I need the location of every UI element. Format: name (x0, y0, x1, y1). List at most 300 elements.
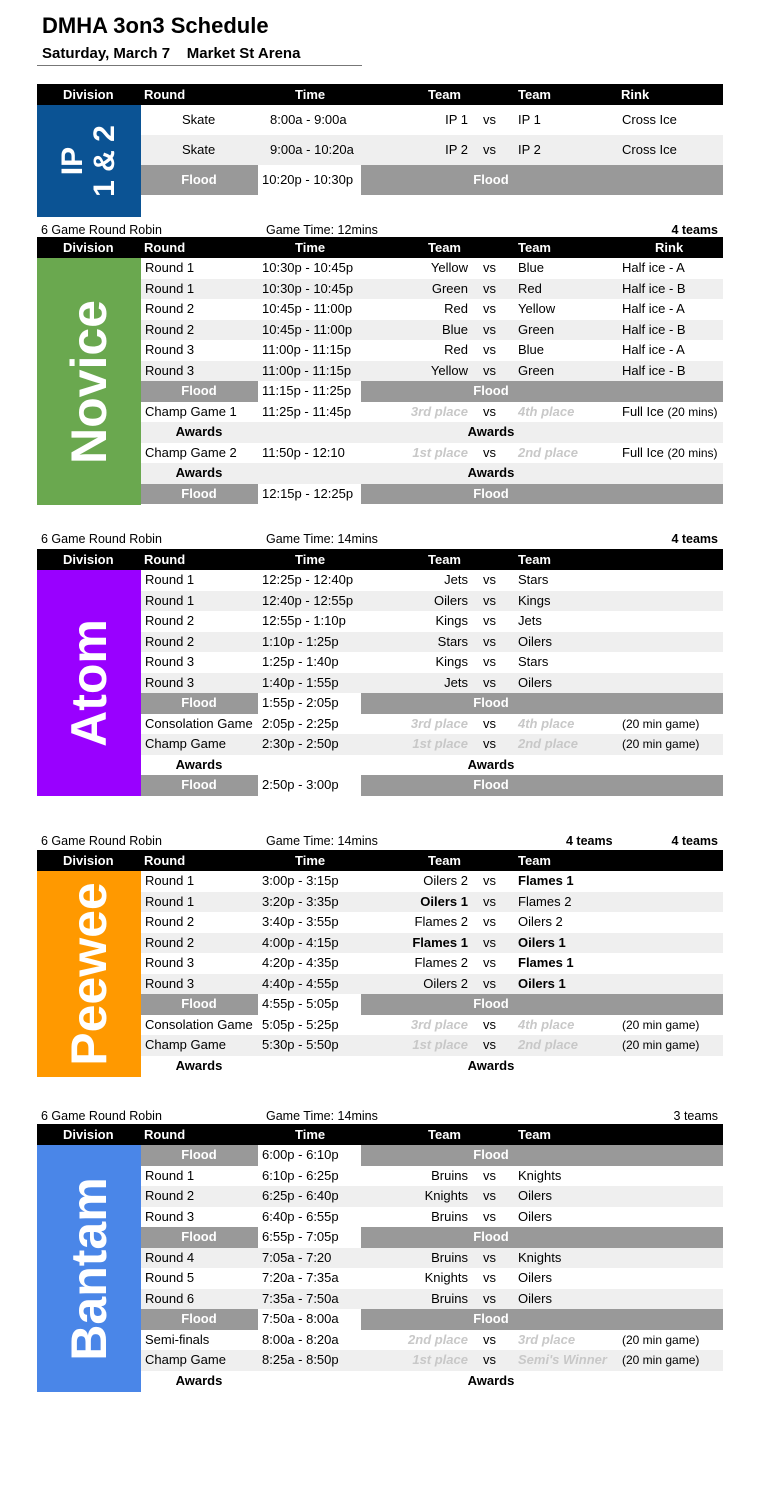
time-cell: 10:45p - 11:00p (262, 301, 353, 316)
flood-label: Flood (181, 485, 217, 501)
vs-label: vs (483, 613, 496, 628)
round-cell: Round 1 (145, 893, 195, 909)
vs-label: vs (483, 1249, 496, 1265)
time-cell: 5:05p - 5:25p (262, 1016, 339, 1032)
flood-label: Flood (181, 777, 217, 792)
round-cell: Round 3 (145, 955, 195, 970)
flood-label-right: Flood (473, 1229, 509, 1244)
header-time: Time (295, 240, 326, 255)
team1-cell: 1st place (412, 1037, 468, 1052)
rink-cell: Half ice - A (622, 301, 685, 316)
flood-bar-right (361, 484, 723, 505)
header-round: Round (144, 87, 186, 102)
round-cell: Round 1 (145, 873, 195, 888)
flood-label-right: Flood (473, 1311, 509, 1326)
header-round: Round (144, 853, 186, 868)
header-team-2: Team (518, 853, 551, 868)
awards-label: Awards (175, 465, 223, 480)
vs-label: vs (483, 873, 496, 888)
time-cell: 7:05a - 7:20 (262, 1249, 332, 1265)
team2-cell: Green (518, 321, 555, 337)
team2-cell: Knights (518, 1249, 562, 1265)
flood-time: 11:15p - 11:25p (262, 383, 352, 398)
rink-cell: Half ice - B (622, 321, 686, 337)
awards-label-right: Awards (467, 424, 515, 439)
round-cell: Round 3 (145, 674, 195, 690)
header-time: Time (295, 853, 326, 868)
flood-time: 6:55p - 7:05p (262, 1229, 339, 1244)
table-row (141, 361, 723, 382)
team2-cell: Oilers (518, 1188, 552, 1203)
flood-label-right: Flood (473, 172, 509, 187)
time-cell: 10:30p - 10:45p (262, 260, 354, 275)
game-time-note: Game Time: 14mins (266, 1109, 378, 1123)
team-count-note: 4 teams (566, 834, 613, 848)
team1-cell: Green (431, 280, 468, 296)
round-cell: Round 3 (145, 342, 195, 357)
flood-row (141, 994, 723, 1015)
round-cell: Semi-finals (145, 1331, 210, 1347)
time-cell: 12:55p - 1:10p (262, 613, 346, 628)
time-cell: 10:30p - 10:45p (262, 280, 354, 296)
team1-cell: Flames 2 (414, 914, 468, 929)
flood-row (141, 1227, 723, 1248)
round-cell: Round 1 (145, 572, 195, 587)
table-row (141, 892, 723, 913)
page-subtitle: Saturday, March 7 Market St Arena (42, 45, 301, 62)
flood-label: Flood (181, 172, 217, 187)
team2-cell: 2nd place (518, 1037, 578, 1052)
table-row (141, 1268, 723, 1289)
team2-cell: Oilers (518, 1208, 552, 1224)
vs-label: vs (483, 321, 496, 337)
round-robin-note: 6 Game Round Robin (41, 532, 162, 546)
round-cell: Round 3 (145, 654, 195, 669)
time-cell: 11:00p - 11:15p (262, 362, 352, 378)
team2-cell: Jets (518, 613, 542, 628)
table-row (141, 652, 723, 673)
round-cell: Round 2 (145, 301, 195, 316)
table-row (141, 570, 723, 591)
table-row (141, 1330, 723, 1351)
time-cell: 11:50p - 12:10 (262, 444, 345, 460)
table-row (141, 105, 723, 135)
team2-cell: Stars (518, 572, 549, 587)
team1-cell: Yellow (430, 260, 468, 275)
table-row (141, 673, 723, 694)
time-cell: 4:40p - 4:55p (262, 975, 339, 991)
table-row (141, 1350, 723, 1371)
team1-cell: Knights (424, 1270, 468, 1285)
team-count: 4 teams (671, 532, 718, 546)
vs-label: vs (483, 955, 496, 970)
flood-bar-right (361, 1227, 723, 1248)
header-round: Round (144, 1127, 186, 1142)
time-cell: 7:35a - 7:50a (262, 1290, 339, 1306)
header-team-2: Team (518, 552, 551, 567)
division-label: Peewee (61, 882, 117, 1066)
division-label: Novice (61, 299, 117, 464)
header-team: Team (428, 87, 461, 102)
team1-cell: Oilers 1 (420, 893, 468, 909)
awards-label: Awards (175, 756, 223, 772)
division-label-box (37, 258, 141, 505)
table-row (141, 320, 723, 341)
rink-cell: (20 min game) (622, 1353, 700, 1367)
vs-label: vs (483, 1016, 496, 1032)
division-label: Atom (61, 619, 117, 747)
team2-cell: Oilers (518, 674, 552, 690)
flood-time: 2:50p - 3:00p (262, 777, 339, 792)
flood-time: 6:00p - 6:10p (262, 1147, 339, 1162)
flood-row (141, 1309, 723, 1330)
table-row (141, 402, 723, 423)
time-cell: 2:05p - 2:25p (262, 715, 339, 731)
flood-label-right: Flood (473, 1147, 509, 1162)
flood-bar-right (361, 775, 723, 796)
division-label: Bantam (61, 1176, 117, 1361)
team1-cell: Oilers 2 (423, 975, 468, 991)
flood-label: Flood (181, 1147, 217, 1162)
round-cell: Round 2 (145, 321, 195, 337)
awards-row (141, 755, 723, 776)
team2-cell: Oilers 1 (518, 975, 566, 991)
team1-cell: 3rd place (410, 1016, 468, 1032)
vs-label: vs (483, 633, 496, 649)
flood-row (141, 775, 723, 796)
vs-label: vs (483, 572, 496, 587)
header-team: Team (428, 240, 461, 255)
round-cell: Champ Game (145, 736, 226, 751)
header-division: Division (63, 1127, 114, 1142)
flood-bar-right (361, 165, 723, 195)
vs-label: vs (483, 112, 496, 127)
vs-label: vs (483, 674, 496, 690)
team1-cell: 1st place (412, 736, 468, 751)
flood-label-right: Flood (473, 777, 509, 792)
table-row (141, 1186, 723, 1207)
round-cell: Champ Game (145, 1037, 226, 1052)
header-rink: Rink (621, 87, 650, 102)
team1-cell: 3rd place (410, 715, 468, 731)
flood-bar-right (361, 381, 723, 402)
vs-label: vs (483, 1290, 496, 1306)
table-row (141, 1035, 723, 1056)
vs-label: vs (483, 1270, 496, 1285)
time-cell: 8:25a - 8:50p (262, 1352, 339, 1367)
time-cell: 10:45p - 11:00p (262, 321, 353, 337)
vs-label: vs (483, 592, 496, 608)
team2-cell: Oilers 2 (518, 914, 563, 929)
header-team-2: Team (518, 240, 551, 255)
flood-label: Flood (181, 1311, 217, 1326)
rink-cell: Full Ice (20 mins) (622, 403, 718, 419)
team2-cell: Stars (518, 654, 549, 669)
flood-bar-right (361, 994, 723, 1015)
header-division: Division (63, 552, 114, 567)
awards-label-right: Awards (467, 465, 515, 480)
table-row (141, 974, 723, 995)
vs-label: vs (483, 362, 496, 378)
vs-label: vs (483, 715, 496, 731)
header-time: Time (295, 87, 326, 102)
team-count: 4 teams (671, 223, 718, 237)
division-label: IP 1 & 2 (56, 125, 121, 197)
time-cell: 6:40p - 6:55p (262, 1208, 339, 1224)
team2-cell: Oilers (518, 633, 552, 649)
vs-label: vs (483, 260, 496, 275)
table-row (141, 611, 723, 632)
team2-cell: Blue (518, 260, 545, 275)
round-cell: Round 2 (145, 633, 195, 649)
vs-label: vs (483, 893, 496, 909)
round-cell: Round 2 (145, 934, 195, 950)
table-row (141, 632, 723, 653)
rink-cell: Cross Ice (622, 112, 677, 127)
team1-cell: 1st place (412, 1352, 468, 1367)
flood-time: 7:50a - 8:00a (262, 1311, 339, 1326)
header-time: Time (295, 552, 326, 567)
awards-label: Awards (175, 1057, 223, 1073)
table-row (141, 135, 723, 165)
time-cell: 8:00a - 9:00a (270, 112, 347, 127)
time-cell: 9:00a - 10:20a (270, 142, 354, 157)
flood-label-right: Flood (473, 695, 509, 710)
awards-row (141, 463, 723, 484)
rink-cell: Half ice - B (622, 362, 686, 378)
flood-time: 1:55p - 2:05p (262, 695, 339, 710)
team-count: 4 teams (671, 834, 718, 848)
team2-cell: IP 1 (518, 112, 541, 127)
team1-cell: Bruins (431, 1167, 468, 1183)
round-cell: Consolation Game (145, 1016, 253, 1032)
team2-cell: Kings (518, 592, 551, 608)
awards-row (141, 422, 723, 443)
team2-cell: Flames 1 (518, 955, 574, 970)
vs-label: vs (483, 301, 496, 316)
time-cell: 1:25p - 1:40p (262, 654, 339, 669)
vs-label: vs (483, 403, 496, 419)
round-cell: Champ Game 2 (145, 444, 237, 460)
round-cell: Round 2 (145, 613, 195, 628)
table-row (141, 340, 723, 361)
team2-cell: 4th place (518, 403, 575, 419)
flood-label: Flood (181, 1229, 217, 1244)
vs-label: vs (483, 975, 496, 991)
team1-cell: Knights (424, 1188, 468, 1203)
time-cell: 2:30p - 2:50p (262, 736, 339, 751)
flood-label: Flood (181, 695, 217, 710)
team1-cell: Bruins (431, 1290, 468, 1306)
team1-cell: Stars (437, 633, 468, 649)
time-cell: 8:00a - 8:20a (262, 1331, 339, 1347)
team1-cell: Jets (444, 572, 468, 587)
header-team: Team (428, 552, 461, 567)
vs-label: vs (483, 1208, 496, 1224)
team1-cell: Bruins (431, 1208, 468, 1224)
time-cell: 1:10p - 1:25p (262, 633, 339, 649)
division-label-box (37, 1145, 141, 1392)
table-row (141, 591, 723, 612)
game-time-note: Game Time: 14mins (266, 532, 378, 546)
round-cell: Round 6 (145, 1290, 195, 1306)
awards-row (141, 1371, 723, 1392)
table-row (141, 1207, 723, 1228)
table-header (37, 549, 723, 570)
team2-cell: Oilers (518, 1290, 552, 1306)
team2-cell: Green (518, 362, 555, 378)
team1-cell: 2nd place (408, 1331, 468, 1347)
round-cell: Round 1 (145, 280, 195, 296)
team2-cell: Oilers (518, 1270, 552, 1285)
round-cell: Round 1 (145, 1167, 195, 1183)
rink-cell: (20 min game) (622, 1017, 700, 1032)
team1-cell: Blue (441, 321, 468, 337)
flood-label-right: Flood (473, 383, 509, 398)
team2-cell: Blue (518, 342, 545, 357)
round-cell: Round 3 (145, 1208, 195, 1224)
vs-label: vs (483, 1352, 496, 1367)
vs-label: vs (483, 1188, 496, 1203)
team1-cell: Oilers (434, 592, 468, 608)
team1-cell: Jets (444, 674, 468, 690)
vs-label: vs (483, 1037, 496, 1052)
table-row (141, 933, 723, 954)
team1-cell: Bruins (431, 1249, 468, 1265)
time-cell: 11:00p - 11:15p (262, 342, 352, 357)
flood-time: 12:15p - 12:25p (262, 485, 354, 501)
game-time-note: Game Time: 12mins (266, 223, 378, 237)
table-row (141, 279, 723, 300)
vs-label: vs (483, 342, 496, 357)
awards-label: Awards (175, 424, 223, 439)
game-time-note: Game Time: 14mins (266, 834, 378, 848)
header-team-2: Team (518, 87, 551, 102)
header-division: Division (63, 240, 114, 255)
vs-label: vs (483, 1167, 496, 1183)
vs-label: vs (483, 914, 496, 929)
flood-row (141, 1145, 723, 1166)
team1-cell: Red (444, 342, 468, 357)
flood-time: 10:20p - 10:30p (262, 172, 354, 187)
time-cell: 4:20p - 4:35p (262, 955, 339, 970)
header-rink: Rink (655, 240, 684, 255)
rink-cell: (20 min game) (622, 737, 700, 751)
header-team: Team (428, 1127, 461, 1142)
time-cell: 4:00p - 4:15p (262, 934, 339, 950)
table-row (141, 1166, 723, 1187)
flood-row (141, 484, 723, 505)
time-cell: 11:25p - 11:45p (262, 403, 352, 419)
round-cell: Champ Game 1 (145, 403, 237, 419)
division-label-box (37, 570, 141, 796)
header-team-2: Team (518, 1127, 551, 1142)
time-cell: 3:40p - 3:55p (262, 914, 339, 929)
rink-cell: (20 min game) (622, 1038, 700, 1052)
table-header (37, 237, 723, 258)
header-team: Team (428, 853, 461, 868)
page-title: DMHA 3on3 Schedule (42, 13, 269, 38)
vs-label: vs (483, 142, 496, 157)
table-row (141, 258, 723, 279)
team2-cell: 2nd place (518, 736, 578, 751)
time-cell: 7:20a - 7:35a (262, 1270, 339, 1285)
vs-label: vs (483, 280, 496, 296)
table-row (141, 443, 723, 464)
header-division: Division (63, 87, 114, 102)
flood-row (141, 693, 723, 714)
table-header (37, 850, 723, 871)
round-cell: Round 2 (145, 1188, 195, 1203)
time-cell: 1:40p - 1:55p (262, 674, 339, 690)
time-cell: 6:10p - 6:25p (262, 1167, 339, 1183)
table-header (37, 1124, 723, 1145)
round-cell: Skate (182, 142, 216, 157)
team1-cell: Kings (435, 654, 468, 669)
round-cell: Round 1 (145, 260, 195, 275)
table-row (141, 734, 723, 755)
round-cell: Consolation Game (145, 715, 253, 731)
header-division: Division (63, 853, 114, 868)
team2-cell: Knights (518, 1167, 562, 1183)
flood-label-right: Flood (473, 485, 509, 501)
team1-cell: Flames 2 (414, 955, 468, 970)
table-row (141, 714, 723, 735)
team2-cell: Oilers 1 (518, 934, 566, 950)
team2-cell: 4th place (518, 1016, 575, 1032)
team2-cell: 4th place (518, 715, 575, 731)
round-cell: Round 2 (145, 914, 195, 929)
flood-bar-right (361, 1309, 723, 1330)
team2-cell: 2nd place (518, 444, 578, 460)
flood-label: Flood (181, 383, 217, 398)
flood-row (141, 165, 723, 195)
table-row (141, 871, 723, 892)
team1-cell: Yellow (430, 362, 468, 378)
round-cell: Round 3 (145, 362, 195, 378)
flood-time: 4:55p - 5:05p (262, 996, 339, 1011)
table-row (141, 1289, 723, 1310)
table-row (141, 1015, 723, 1036)
round-robin-note: 6 Game Round Robin (41, 834, 162, 848)
round-robin-note: 6 Game Round Robin (41, 223, 162, 237)
header-time: Time (295, 1127, 326, 1142)
rink-cell: Half ice - B (622, 280, 686, 296)
header-round: Round (144, 240, 186, 255)
division-label-box (37, 871, 141, 1077)
team1-cell: IP 2 (445, 142, 468, 157)
team2-cell: Red (518, 280, 542, 296)
round-cell: Champ Game (145, 1352, 226, 1367)
team1-cell: Flames 1 (412, 934, 468, 950)
rink-cell: Full Ice (20 mins) (622, 444, 718, 460)
awards-label-right: Awards (467, 1057, 515, 1073)
rink-cell: Cross Ice (622, 142, 677, 157)
team2-cell: Yellow (518, 301, 556, 316)
flood-label-right: Flood (473, 996, 509, 1011)
time-cell: 5:30p - 5:50p (262, 1037, 339, 1052)
rink-cell: Half ice - A (622, 342, 685, 357)
division-label-box (37, 105, 141, 217)
team1-cell: Kings (435, 613, 468, 628)
time-cell: 12:25p - 12:40p (262, 572, 354, 587)
team2-cell: Semi's Winner (518, 1352, 607, 1367)
time-cell: 12:40p - 12:55p (262, 592, 354, 608)
round-cell: Round 1 (145, 592, 195, 608)
round-robin-note: 6 Game Round Robin (41, 1109, 162, 1123)
team1-cell: Oilers 2 (423, 873, 468, 888)
rink-cell: Half ice - A (622, 260, 685, 275)
